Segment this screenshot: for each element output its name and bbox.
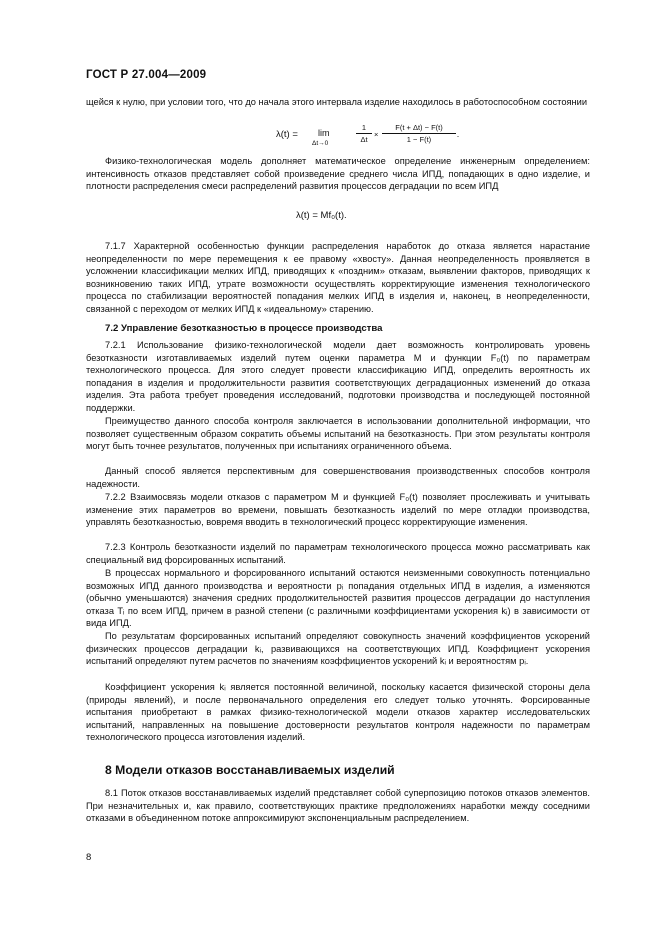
section-7-2-2-paragraph: 7.2.2 Взаимосвязь модели отказов с параметром M и функцией F₀(t) позволяет прослеживать и учитывать изменение этих параметров во времени, повышать безотказность изделий по мере отладки производства, управлять безотказностью, вовремя вводить в технологический процесс корректирующие изменения. [86,492,590,528]
page-number: 8 [86,852,92,863]
acceleration-coefficient-paragraph: Коэффициент ускорения kᵢ является постоянной величиной, поскольку касается физической стороны дела (природы явлений), и после первоначального определения его следует только уточнять. Форсированные испытания приобретают в рамках физико-технологической модели отказов характер исследовательских испытаний, направленных на повышение достоверности результатов контроля надежности по параметрам технологического процесса изготовления изделий. [86,682,590,743]
section-7-1-7-paragraph: 7.1.7 Характерной особенностью функции распределения наработок до отказа является нарастание неопределенности по мере перемещения к ее правому «хвосту». Данная неопределенность проявляется в усложнении классификации мелких ИПД, приводящих к «поздним» отказам, выявлении факторов, приводящих к возникновению таких ИПД, утрате возможности осуществлять корректирующие изменения технологического процесса по стабилизации вероятностей попадания мелких ИПД в изделия и, наконец, в неопределенности, связанной с переходом от мелких ИПД к «идеальному» старению. [86,241,590,314]
formula-end: . [457,130,459,139]
formula-lhs: λ(t) = [276,129,298,140]
fraction-2-denominator: 1 − F(t) [406,135,432,144]
section-8-1-paragraph: 8.1 Поток отказов восстанавливаемых изделий представляет собой суперпозицию потоков отказов элементов. При незначительных и, как правило, соответствующих практике предположениях наработки между соседними отказами в объединенном потоке аппроксимируют экспоненциальным распределением. [86,788,590,824]
section-7-2-heading: 7.2 Управление безотказностью в процессе производства [105,323,383,334]
intro-paragraph: щейся к нулю, при условии того, что до начала этого интервала изделие находилось в работоспособном состоянии [86,97,588,107]
formula-lim-subscript: Δt→0 [312,140,329,147]
testing-process-paragraph: В процессах нормального и форсированного испытаний остаются неизменными совокупность потенциально возможных ИПД данного производства и вероятности pᵢ попадания отдельных ИПД в изделия, а изменяются (обычно уменьшаются) значения средних продолжительностей развития процессов деградации до наступления отказа Tᵢ по всем ИПД, причем в разной степени (с различными коэффициентами ускорения kᵢ) в зависимости от вида ИПД. [86,568,590,629]
section-7-2-3-paragraph: 7.2.3 Контроль безотказности изделий по параметрам технологического процесса можно рассматривать как специальный вид форсированных испытаний. [86,542,590,565]
perspective-paragraph: Данный способ является перспективным для совершенствования производственных способов контроля надежности. [86,466,590,489]
document-header: ГОСТ Р 27.004—2009 [86,69,207,81]
formula-fraction-1 [356,123,372,144]
section-7-2-1-paragraph: 7.2.1 Использование физико-технологической модели дает возможность контролировать уровень безотказности изготавливаемых изделий путем оценки параметра M и функции F₀(t) по параметрам технологического процесса. Для этого следует провести классификацию ИПД, определить вероятность их попадания в изделия и продолжительности развития соответствующих деградационных изменений до отказа изделия. Эта работа требует проведения исследований, подготовки производства и последующей постоянной поддержки. [86,340,590,413]
forced-test-results-paragraph: По результатам форсированных испытаний определяют совокупность значений коэффициентов ускорений физических процессов деградации kᵢ, развивающихся на соответствующих ИПД. Коэффициент ускорения испытаний определяют путем расчетов по значениям коэффициентов ускорений kᵢ и вероятностям pᵢ. [86,631,590,667]
advantage-paragraph: Преимущество данного способа контроля заключается в использовании дополнительной информации, что позволяет существенным образом сократить объемы испытаний на безотказность. При этом результаты контроля могут быть точнее результатов, полученных при испытаниях ограниченного объема. [86,416,590,452]
formula-times: × [374,130,379,139]
formula-fraction-2 [382,123,456,144]
fraction-2-numerator: F(t + Δt) − F(t) [382,123,456,134]
fraction-1-denominator: Δt [360,135,368,144]
fraction-1-numerator: 1 [356,123,372,134]
hazard-rate-formula [276,118,459,154]
physics-model-paragraph: Физико-технологическая модель дополняет математическое определение инженерным определением: интенсивность отказов представляет собой произведение среднего числа ИПД, попадающих в одно изделие, и плотности распределения смеси распределений развития процессов деградации по всем ИПД [86,156,590,192]
formula-lim: lim [318,128,330,138]
section-8-heading: 8 Модели отказов восстанавливаемых изделий [105,763,395,777]
intensity-formula: λ(t) = Mf₀(t). [296,210,347,221]
